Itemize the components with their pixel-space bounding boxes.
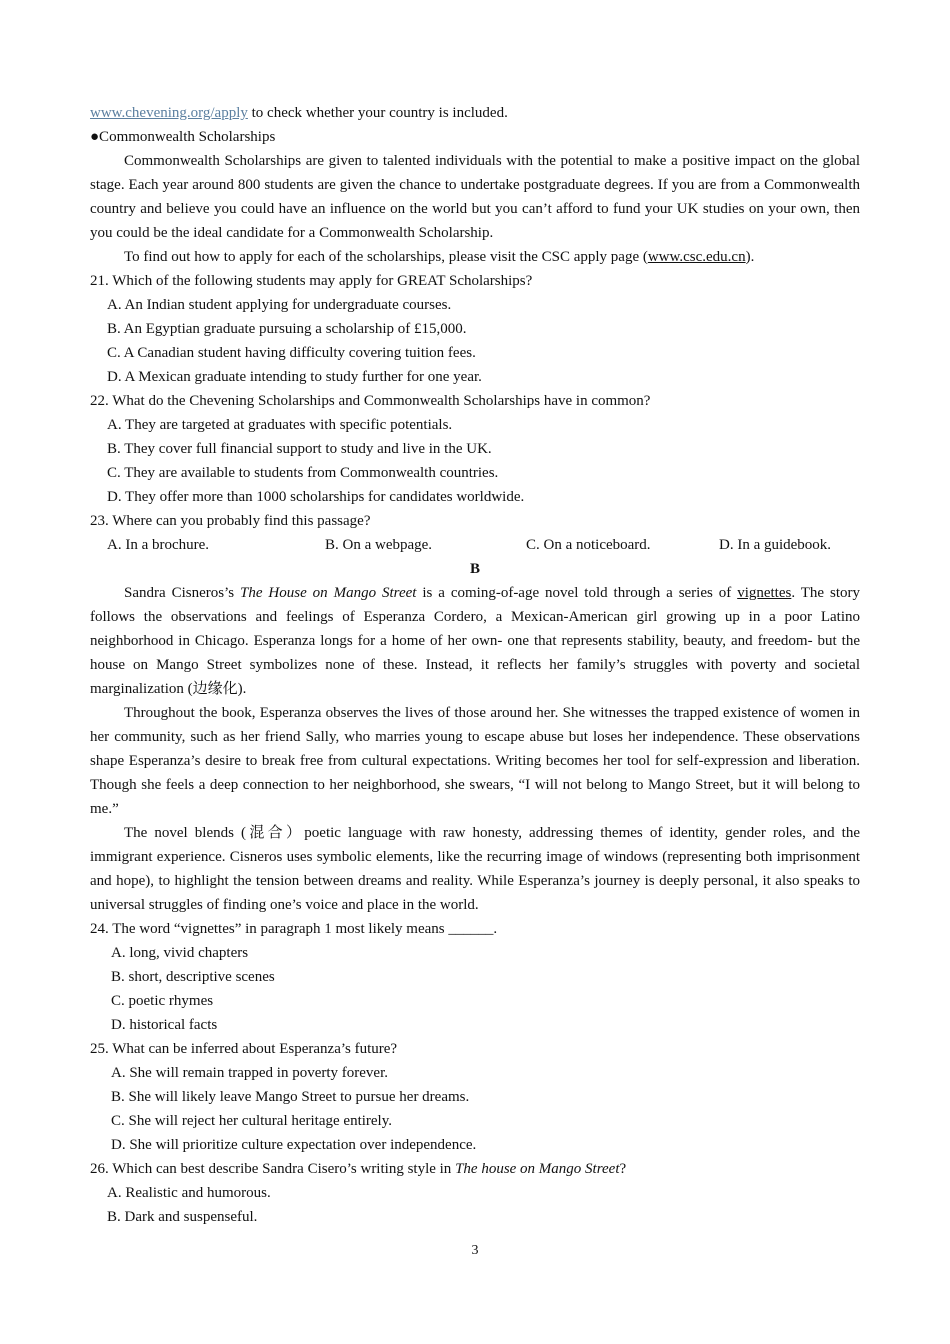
link-tail-text: to check whether your country is included.	[247, 105, 508, 121]
q25-option-b: B. She will likely leave Mango Street to pursue her dreams.	[111, 1089, 470, 1105]
q26-option-a: A. Realistic and humorous.	[107, 1185, 271, 1201]
question-24: 24. The word “vignettes” in paragraph 1 most likely means ______.	[90, 921, 498, 937]
q26-text-b: ?	[619, 1161, 627, 1177]
q22-option-a: A. They are targeted at graduates with specific potentials.	[107, 417, 453, 433]
passage-b-paragraph-3: The novel blends (混合）poetic language with raw honesty, addressing themes of identity, gender roles, and the immigrant experience. Cisneros uses symbolic elements, like the recurring image of windows (representing both imprisonment and hope), to highlight the tension between dreams and reality. While Esperanza’s journey is deeply personal, it also speaks to universal struggles of finding one’s voice and place in the world.	[90, 825, 860, 913]
page-number: 3	[471, 1243, 479, 1258]
chevening-link[interactable]: www.chevening.org/apply	[90, 105, 248, 121]
q25-option-c: C. She will reject her cultural heritage entirely.	[111, 1113, 393, 1129]
q23-option-c: C. On a noticeboard.	[526, 537, 651, 553]
csc-link[interactable]: www.csc.edu.cn	[647, 249, 746, 265]
q23-option-a: A. In a brochure.	[107, 537, 210, 553]
passage-b-paragraph-2: Throughout the book, Esperanza observes the lives of those around her. She witnesses the trapped existence of women in her community, such as her friend Sally, who marries young to escape abuse but loses her independence. These observations shape Esperanza’s desire to break free from cultural expectations. Writing becomes her tool for self-expression and liberation. Though she feels a deep connection to her neighborhood, she swears, “I will not belong to Mango Street, but it will belong to me.”	[90, 705, 860, 817]
section-b-label: B	[469, 561, 480, 577]
q25-option-d: D. She will prioritize culture expectation over independence.	[111, 1137, 477, 1153]
q24-option-a: A. long, vivid chapters	[111, 945, 249, 961]
document-page	[90, 101, 860, 1229]
p1-text-b: is a coming-of-age novel told through a series of	[416, 585, 738, 601]
question-23: 23. Where can you probably find this passage?	[90, 513, 371, 529]
passage-b-paragraph-1	[90, 581, 860, 701]
book-title: The House on Mango Street	[240, 585, 417, 601]
q26-option-b: B. Dark and suspenseful.	[107, 1209, 258, 1225]
q25-option-a: A. She will remain trapped in poverty forever.	[111, 1065, 389, 1081]
q21-option-a: A. An Indian student applying for undergraduate courses.	[107, 297, 452, 313]
question-26	[90, 1157, 860, 1181]
q23-option-d: D. In a guidebook.	[719, 537, 832, 553]
underlined-word-vignettes: vignettes	[737, 585, 792, 601]
q26-book-title: The house on Mango Street	[455, 1161, 620, 1177]
csc-text-before: To find out how to apply for each of the scholarships, please visit the CSC apply page (	[124, 249, 648, 265]
chevening-link-line	[90, 101, 860, 125]
commonwealth-heading: ●Commonwealth Scholarships	[90, 129, 276, 145]
question-21: 21. Which of the following students may apply for GREAT Scholarships?	[90, 273, 533, 289]
q23-option-b: B. On a webpage.	[325, 537, 433, 553]
q21-option-c: C. A Canadian student having difficulty covering tuition fees.	[107, 345, 476, 361]
q21-option-b: B. An Egyptian graduate pursuing a scholarship of £15,000.	[107, 321, 467, 337]
q24-option-d: D. historical facts	[111, 1017, 218, 1033]
q22-option-c: C. They are available to students from Commonwealth countries.	[107, 465, 499, 481]
p1-text-c: . The story follows the observations and feelings of Esperanza Cordero, a Mexican-American girl growing up in a poor Latino neighborhood in Chicago. Esperanza longs for a home of her own- one that represents stability, beauty, and freedom- but the house on Mango Street symbolizes none of these. Instead, it reflects her family’s struggles with poverty and societal marginalization (边缘化).	[90, 585, 860, 697]
q22-option-d: D. They offer more than 1000 scholarships for candidates worldwide.	[107, 489, 525, 505]
commonwealth-paragraph: Commonwealth Scholarships are given to talented individuals with the potential to make a positive impact on the global stage. Each year around 800 students are given the chance to undertake postgraduate degrees. If you are from a Commonwealth country and believe you could have an influence on the world but you can’t afford to fund your UK studies on your own, then you could be the ideal candidate for a Commonwealth Scholarship.	[90, 153, 860, 241]
csc-text-after: ).	[745, 249, 755, 265]
q24-option-b: B. short, descriptive scenes	[111, 969, 275, 985]
q22-option-b: B. They cover full financial support to study and live in the UK.	[107, 441, 492, 457]
q26-text-a: 26. Which can best describe Sandra Cisero’s writing style in	[90, 1161, 456, 1177]
q21-option-d: D. A Mexican graduate intending to study further for one year.	[107, 369, 482, 385]
p1-text-a: Sandra Cisneros’s	[124, 585, 240, 601]
q23-options-row	[90, 533, 860, 557]
question-25: 25. What can be inferred about Esperanza’s future?	[90, 1041, 398, 1057]
question-22: 22. What do the Chevening Scholarships and Commonwealth Scholarships have in common?	[90, 393, 651, 409]
csc-apply-line	[90, 245, 860, 269]
q24-option-c: C. poetic rhymes	[111, 993, 214, 1009]
